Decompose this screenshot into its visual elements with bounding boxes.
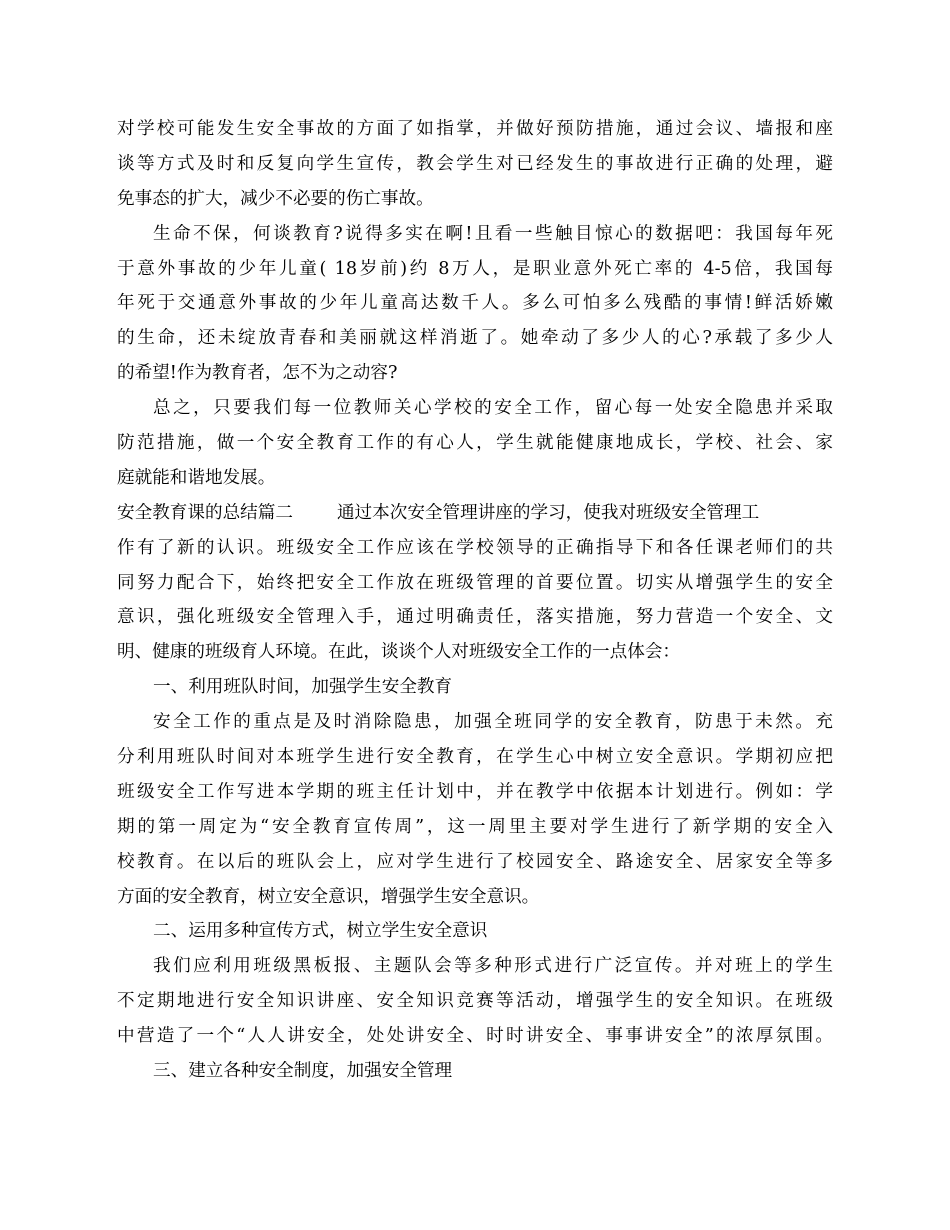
subheading: 一、利用班队时间，加强学生安全教育 [153,677,453,698]
paragraph-line: 分利用班队时间对本班学生进行安全教育，在学生心中树立安全意识。学期初应把 [117,747,833,768]
paragraph-line: 总之，只要我们每一位教师关心学校的安全工作，留心每一处安全隐患并采取 [153,398,833,419]
paragraph-line: 庭就能和谐地发展。 [117,467,276,488]
paragraph-line: 对学校可能发生安全事故的方面了如指掌，并做好预防措施，通过会议、墙报和座 [117,119,833,139]
paragraph-line: 通过本次安全管理讲座的学习，使我对班级安全管理工 [336,502,760,523]
paragraph-line: 防范措施，做一个安全教育工作的有心人，学生就能健康地成长，学校、社会、家 [117,433,833,454]
paragraph-line: 的生命，还未绽放青春和美丽就这样消逝了。她牵动了多少人的心?承载了多少人 [117,328,833,349]
paragraph-line: 意识，强化班级安全管理入手，通过明确责任，落实措施，努力营造一个安全、文 [117,607,833,628]
paragraph-line: 于意外事故的少年儿童( 18岁前)约 8万人，是职业意外死亡率的 4-5倍，我国每 [117,258,833,279]
subheading: 二、运用多种宣传方式，树立学生安全意识 [153,921,488,942]
paragraph-line: 校教育。在以后的班队会上，应对学生进行了校园安全、路途安全、居家安全等多 [117,851,833,872]
paragraph-line: 方面的安全教育，树立安全意识，增强学生安全意识。 [117,886,540,907]
subheading: 三、建立各种安全制度，加强安全管理 [153,1061,453,1082]
section-title: 安全教育课的总结篇二 [117,502,293,523]
paragraph-line: 作有了新的认识。班级安全工作应该在学校领导的正确指导下和各任课老师们的共 [117,537,833,558]
paragraph-line: 班级安全工作写进本学期的班主任计划中，并在教学中依据本计划进行。例如：学 [117,781,833,802]
paragraph-line: 我们应利用班级黑板报、主题队会等多种形式进行广泛宣传。并对班上的学生 [153,956,833,977]
paragraph-line: 期的第一周定为“安全教育宣传周”，这一周里主要对学生进行了新学期的安全入 [117,816,833,837]
paragraph-line: 免事态的扩大，减少不必要的伤亡事故。 [117,188,434,209]
paragraph-line: 谈等方式及时和反复向学生宣传，教会学生对已经发生的事故进行正确的处理，避 [117,153,833,174]
paragraph-line: 的希望!作为教育者，怎不为之动容? [117,363,398,384]
document-body [117,112,833,1089]
paragraph-line: 明、健康的班级育人环境。在此，谈谈个人对班级安全工作的一点体会： [117,642,681,663]
paragraph-line: 中营造了一个“人人讲安全，处处讲安全、时时讲安全、事事讲安全”的浓厚氛围。 [117,1026,833,1047]
paragraph-line: 同努力配合下，始终把安全工作放在班级管理的首要位置。切实从增强学生的安全 [117,572,833,593]
paragraph-line: 生命不保，何谈教育?说得多实在啊!且看一些触目惊心的数据吧：我国每年死 [153,223,833,244]
section-heading-line [117,496,833,531]
paragraph-line: 不定期地进行安全知识讲座、安全知识竞赛等活动，增强学生的安全知识。在班级 [117,991,833,1012]
paragraph-line: 年死于交通意外事故的少年儿童高达数千人。多么可怕多么残酷的事情!鲜活娇嫩 [117,293,833,314]
paragraph-line: 安全工作的重点是及时消除隐患，加强全班同学的安全教育，防患于未然。充 [153,712,833,733]
